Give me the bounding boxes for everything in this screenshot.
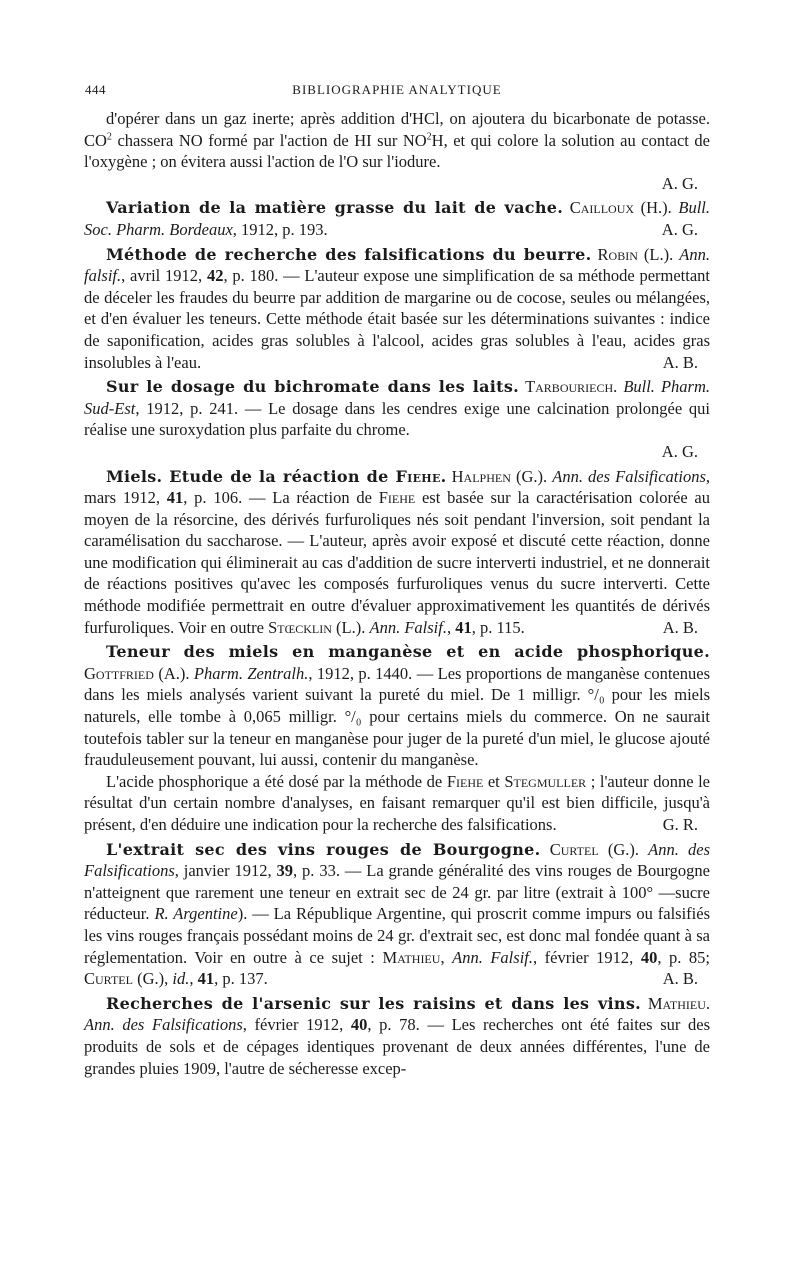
- text-run: ). — La République Argentine, qui proscrit comme impurs ou falsifiés les vins rouges français possédant moins de 24 gr. d'extrait sec, est donc mal fondée quant à sa réglementation. Voir en outre à ce sujet :: [84, 904, 711, 967]
- text-run: (G.).: [510, 466, 553, 486]
- text-run: , p. 85;: [657, 947, 710, 967]
- text-run: H, et qui colore la solution au contact de l'oxygène ; on évitera aussi l'action de l'O sur l'iodure.: [84, 130, 710, 172]
- bibliography-entry: [84, 108, 710, 194]
- entry-paragraph: [84, 641, 710, 771]
- author-name: Stœcklin: [268, 617, 332, 637]
- entry-title: Méthode de recherche des falsifications du beurre.: [106, 244, 592, 264]
- entry-signature: A. G.: [661, 219, 698, 239]
- text-run: ,: [189, 969, 198, 989]
- citation-italic: Ann. Falsif.: [452, 947, 533, 967]
- text-run: , janvier 1912,: [174, 861, 277, 881]
- page-header: [84, 82, 710, 108]
- entry-signature: A. G.: [661, 441, 698, 461]
- text-run: , avril 1912,: [121, 266, 207, 286]
- citation-italic: Ann. des Falsifications: [84, 1015, 243, 1035]
- text-run: ,: [446, 617, 456, 637]
- text-run: ,: [440, 947, 453, 967]
- bibliography-entry: [84, 641, 710, 835]
- page-number: 444: [85, 82, 106, 97]
- entry-paragraph: [84, 993, 710, 1079]
- bibliography-entry: [84, 376, 710, 462]
- author-name: Curtel: [549, 839, 599, 859]
- author-name: Halphen: [451, 466, 511, 486]
- superscript: 2: [426, 131, 432, 143]
- text-run: [641, 994, 648, 1013]
- text-run: (L.).: [331, 617, 370, 637]
- entry-paragraph: [84, 466, 710, 639]
- superscript: 2: [106, 131, 112, 143]
- text-run: ; l'auteur donne le résultat d'un certain nombre d'analyses, en faisant remarquer qu'il est bien difficile, jusqu'à présent, d'en déduire une indication pour la recherche des falsifications.: [84, 771, 710, 834]
- text-run: [563, 198, 570, 217]
- text-run: (G.),: [132, 969, 173, 989]
- entry-paragraph: [84, 197, 710, 240]
- text-run: et: [483, 771, 505, 791]
- text-run: , p. 180. — L'auteur expose une simplification de sa méthode permettant de déceler les fraudes du beurre par addition de margarine ou de cocose, seules ou mélangées, et d'en évaluer les teneurs. Cette méthode était basée sur les déterminations suivantes : indice de saponification, acides gras solubles à l'alcool, acides gras solubles à l'eau, acides gras insolubles à l'eau.: [84, 266, 710, 372]
- citation-italic: Ann. Falsif.: [369, 617, 447, 637]
- bibliography-entry: [84, 993, 710, 1079]
- volume-number: 41: [197, 969, 215, 989]
- author-name: Tarbouriech: [525, 377, 614, 397]
- entry-title: Variation de la matière grasse du lait de vache.: [106, 198, 564, 218]
- entry-title: Fiehe: [395, 466, 441, 486]
- text-run: (L.).: [637, 244, 680, 264]
- citation-italic: Ann. des Falsifications: [552, 466, 706, 486]
- bibliography-body: [84, 108, 710, 1079]
- volume-number: 41: [166, 488, 184, 508]
- author-name: Stegmuller: [504, 771, 587, 791]
- text-run: d'opérer dans un gaz inerte; après addition d'HCl, on ajoutera du bicarbonate de potasse. CO: [84, 109, 710, 150]
- text-run: (H.).: [634, 198, 679, 218]
- entry-paragraph: [84, 839, 710, 990]
- volume-number: 40: [350, 1015, 368, 1035]
- text-run: , p. 33. — La grande généralité des vins rouges de Bourgogne n'atteignent que rarement une teneur en extrait sec de 24 gr. par litre (extrait à 100° —sucre réducteur.: [84, 861, 710, 924]
- text-run: , p. 78. — Les recherches ont été faites sur des produits de sols et de cépages identiques provenant de deux années différentes, l'une de grandes pluies 1909, l'autre de sécheresse excep-: [84, 1015, 711, 1078]
- entry-title: Sur le dosage du bichromate dans les laits.: [106, 377, 520, 397]
- author-name: Mathieu: [647, 993, 706, 1013]
- citation-italic: Pharm. Zentralh.: [193, 663, 309, 683]
- entry-paragraph: [84, 108, 710, 173]
- entry-paragraph: [84, 244, 710, 374]
- entry-title: Teneur des miels en manganèse et en acide phosphorique.: [106, 642, 710, 662]
- text-run: , 1912, p. 193.: [232, 219, 328, 239]
- entry-signature: A. G.: [661, 173, 698, 193]
- running-title: BIBLIOGRAPHIE ANALYTIQUE: [292, 82, 502, 97]
- entry-title: L'extrait sec des vins rouges de Bourgogne.: [106, 839, 541, 859]
- text-run: , février 1912,: [242, 1015, 351, 1035]
- entry-title: .: [440, 466, 447, 486]
- author-name: Fiehe: [446, 771, 484, 791]
- bibliography-entry: [84, 244, 710, 374]
- citation-italic: Ann. falsif.: [84, 244, 710, 286]
- author-name: Fiehe: [378, 488, 416, 508]
- entry-title: Miels. Etude de la réaction de: [106, 466, 396, 486]
- volume-number: 42: [206, 266, 224, 286]
- entry-paragraph: [84, 771, 710, 836]
- author-name: Mathieu: [382, 947, 441, 967]
- text-run: , p. 137.: [214, 969, 268, 989]
- volume-number: 39: [276, 861, 294, 881]
- text-run: , p. 106. — La réaction de: [183, 488, 379, 508]
- text-run: , mars 1912,: [84, 466, 711, 508]
- author-name: Curtel: [84, 969, 133, 989]
- page: [84, 82, 710, 1082]
- author-name: Robin: [597, 244, 638, 264]
- bibliography-entry: [84, 466, 710, 639]
- text-run: (G.).: [598, 839, 649, 859]
- text-run: .: [705, 993, 711, 1013]
- text-run: chassera NO formé par l'action de HI sur NO: [111, 130, 427, 150]
- text-run: , p. 115.: [471, 617, 525, 637]
- author-name: Cailloux: [569, 198, 635, 218]
- entry-paragraph: [84, 376, 710, 441]
- text-run: , 1912, p. 241. — Le dosage dans les cendres exige une calcination prolongée qui réalise une suroxydation plus parfaite du chrome.: [84, 398, 710, 440]
- entry-title: Recherches de l'arsenic sur les raisins et dans les vins.: [106, 993, 642, 1013]
- citation-italic: R. Argentine: [154, 904, 238, 924]
- author-name: Gottfried: [84, 663, 154, 683]
- bibliography-entry: [84, 197, 710, 240]
- entry-signature: G. R.: [662, 815, 698, 834]
- citation-italic: Bull. Soc. Pharm. Bordeaux: [84, 198, 710, 239]
- volume-number: 41: [455, 617, 472, 637]
- text-run: est basée sur la caractérisation colorée au moyen de la résorcine, des dérivés furfuroliques nés soit pendant l'inversion, soit pendant la caramélisation du saccharose. — L'auteur, après avoir exposé et discuté cette réaction, donne une modification qui éliminerait au cas d'addition de sucre interverti industriel, et ne donnerait de réactions positives qu'avec les composés furfuroliques venus du sucre interverti. Cette méthode modifiée permettrait en outre d'évaluer approximativement les quantités de dérivés furfuroliques. Voir en outre: [84, 488, 711, 637]
- text-run: , février 1912,: [532, 947, 641, 967]
- text-run: (A.).: [153, 663, 194, 683]
- text-run: , 1912, p. 1440. — Les proportions de manganèse contenues dans les miels analysés varient suivant la pureté du miel. De 1 milligr. °/₀ pour les miels naturels, elle tombe à 0,065 milligr. °/₀ pour certains miels du commerce. On ne saurait toutefois tabler sur la teneur en manganèse pour juger de la pureté d'un miel, le glucose ajouté frauduleusement pouvant, lui aussi, contenir du manganèse.: [84, 663, 710, 770]
- entry-signature: A. B.: [662, 352, 698, 372]
- text-run: L'acide phosphorique a été dosé par la méthode de: [106, 771, 447, 791]
- citation-italic: Ann. des Falsifications: [84, 839, 711, 881]
- volume-number: 40: [640, 947, 658, 967]
- bibliography-entry: [84, 839, 710, 990]
- citation-italic: id.: [172, 969, 190, 989]
- entry-signature: A. B.: [662, 617, 698, 637]
- text-run: [541, 840, 550, 859]
- citation-italic: Bull. Pharm. Sud-Est: [84, 377, 710, 418]
- text-run: .: [613, 377, 624, 397]
- entry-signature: A. B.: [662, 969, 698, 989]
